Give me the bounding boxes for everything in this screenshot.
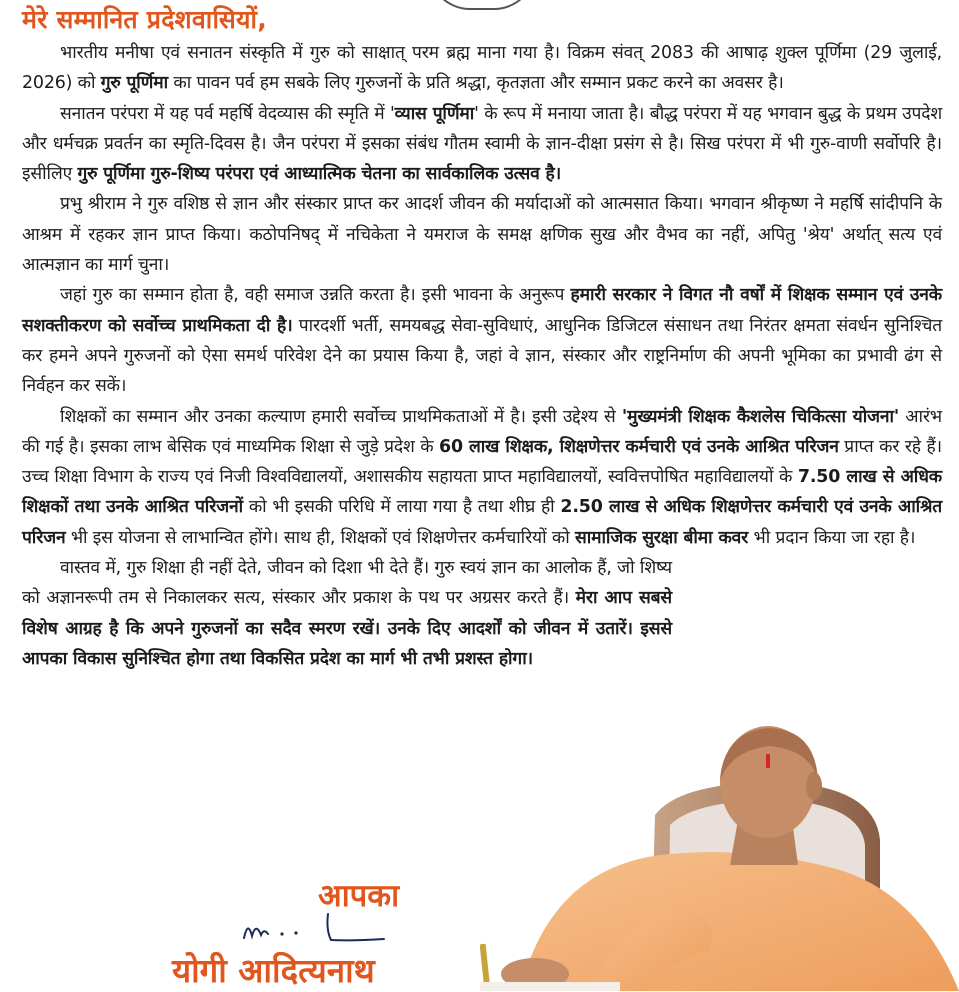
robe bbox=[520, 852, 959, 991]
text-run: ' के रूप में मनाया जाता है। बौद्ध परंपरा में यह भगवान बुद्ध के प्रथम उपदेश और धर्मचक्र प्रवर्तन का स्मृति-दिवस है। जैन परंपरा में इसका संबंध गौतम स्वामी के ज्ञान-दीक्षा प्रसंग से है। सिख परंपरा में भी गुरु-वाणी सर्वोपरि है। इसीलिए bbox=[22, 103, 942, 185]
closing-word: आपका bbox=[318, 878, 400, 914]
bold-text-run: हमारी सरकार ने विगत नौ वर्षों में शिक्षक सम्मान एवं उनके सशक्तीकरण को सर्वोच्च प्राथमिकता दी है। bbox=[22, 285, 942, 336]
text-run: वास्तव में, गुरु शिक्षा ही नहीं देते, जीवन को दिशा भी देते हैं। गुरु स्वयं ज्ञान का आलोक हैं, जो शिष्य को अज्ञानरूपी तम से निकालकर सत्य, संस्कार और प्रकाश के पथ पर अग्रसर करते हैं। bbox=[22, 558, 672, 609]
bold-text-run: सामाजिक सुरक्षा बीमा कवर bbox=[574, 527, 749, 548]
bold-text-run: 2.50 लाख से अधिक शिक्षणेत्तर कर्मचारी एवं उनके आश्रित परिजन bbox=[22, 497, 942, 548]
bold-text-run: व्यास पूर्णिमा bbox=[394, 103, 475, 124]
text-run: प्राप्त कर रहे हैं। उच्च शिक्षा विभाग के राज्य एवं निजी विश्वविद्यालयों, अशासकीय सहायता प्राप्त महाविद्यालयों, स्ववित्तपोषित महाविद्यालयों के bbox=[22, 436, 942, 488]
text-run: भी प्रदान किया जा रहा है। bbox=[748, 527, 916, 548]
text-run: सनातन परंपरा में यह पर्व महर्षि वेदव्यास की स्मृति में ' bbox=[60, 103, 395, 124]
text-run: भारतीय मनीषा एवं सनातन संस्कृति में गुरु को साक्षात् परम ब्रह्म माना गया है। विक्रम संवत् 2083 की आषाढ़ शुक्ल पूर्णिमा (29 जुलाई, 2026) को bbox=[22, 43, 942, 94]
bold-text-run: 7.50 लाख से अधिक शिक्षकों तथा उनके आश्रित परिजनों bbox=[22, 467, 942, 518]
paragraph bbox=[22, 189, 942, 280]
text-run: का पावन पर्व हम सबके लिए गुरुजनों के प्रति श्रद्धा, कृतज्ञता और सम्मान प्रकट करने का अवसर है। bbox=[167, 73, 784, 94]
text-run: आरंभ की गई है। इसका लाभ बेसिक एवं माध्यमिक शिक्षा से जुड़े प्रदेश के bbox=[22, 406, 942, 457]
text-run: भी इस योजना से लाभान्वित होंगे। साथ ही, शिक्षकों एवं शिक्षणेत्तर कर्मचारियों को bbox=[65, 527, 575, 548]
bold-text-run: गुरु पूर्णिमा गुरु-शिष्य परंपरा एवं आध्यात्मिक चेतना का सार्वकालिक उत्सव है। bbox=[77, 164, 562, 185]
bold-text-run: 60 लाख शिक्षक, शिक्षणेत्तर कर्मचारी एवं उनके आश्रित परिजन bbox=[439, 436, 839, 457]
paragraph bbox=[22, 38, 942, 99]
text-run: पारदर्शी भर्ती, समयबद्ध सेवा-सुविधाएं, आधुनिक डिजिटल संसाधन तथा निरंतर क्षमता संवर्धन सुनिश्चित कर हमने अपने गुरुजनों को ऐसा समर्थ परिवेश देने का प्रयास किया है, जहां वे ज्ञान, संस्कार और राष्ट्रनिर्माण की अपनी भूमिका का प्रभावी ढंग से निर्वहन कर सकें। bbox=[22, 315, 942, 397]
text-run: प्रभु श्रीराम ने गुरु वशिष्ठ से ज्ञान और संस्कार प्राप्त कर आदर्श जीवन की मर्यादाओं को आत्मसात किया। भगवान श्रीकृष्ण ने महर्षि सांदीपनि के आश्रम में रहकर ज्ञान प्राप्त किया। कठोपनिषद् में नचिकेता ने यमराज के समक्ष क्षणिक सुख और वैभव का नहीं, अपितु 'श्रेय' अर्थात् सत्य एवं आत्मज्ञान का मार्ग चुना। bbox=[22, 194, 942, 276]
salutation: मेरे सम्मानित प्रदेशवासियों, bbox=[22, 5, 267, 34]
state-emblem-seal bbox=[428, 0, 536, 10]
paragraph bbox=[22, 553, 672, 674]
bold-text-run: 'मुख्यमंत्री शिक्षक कैशलेस चिकित्सा योजना' bbox=[621, 406, 900, 427]
bold-text-run: मेरा आप सबसे विशेष आग्रह है कि अपने गुरुजनों का सदैव स्मरण रखें। उनके दिए आदर्शों को जीवन में उतारें। इससे आपका विकास सुनिश्चित होगा तथा विकसित प्रदेश का मार्ग भी तभी प्रशस्त होगा। bbox=[22, 588, 672, 669]
paragraph bbox=[22, 402, 942, 553]
paragraph bbox=[22, 280, 942, 401]
portrait-photo bbox=[480, 720, 959, 991]
signatory-name: योगी आदित्यनाथ bbox=[172, 951, 375, 990]
text-run: शिक्षकों का सम्मान और उनका कल्याण हमारी सर्वोच्च प्राथमिकताओं में है। इसी उद्देश्य से bbox=[60, 406, 622, 427]
bold-text-run: गुरु पूर्णिमा bbox=[100, 73, 168, 94]
text-run: को भी इसकी परिधि में लाया गया है तथा शीघ्र ही bbox=[242, 497, 561, 518]
text-run: जहां गुरु का सम्मान होता है, वही समाज उन्नति करता है। इसी भावना के अनुरूप bbox=[60, 285, 571, 306]
letter-body bbox=[22, 38, 942, 674]
paragraph bbox=[22, 99, 942, 190]
